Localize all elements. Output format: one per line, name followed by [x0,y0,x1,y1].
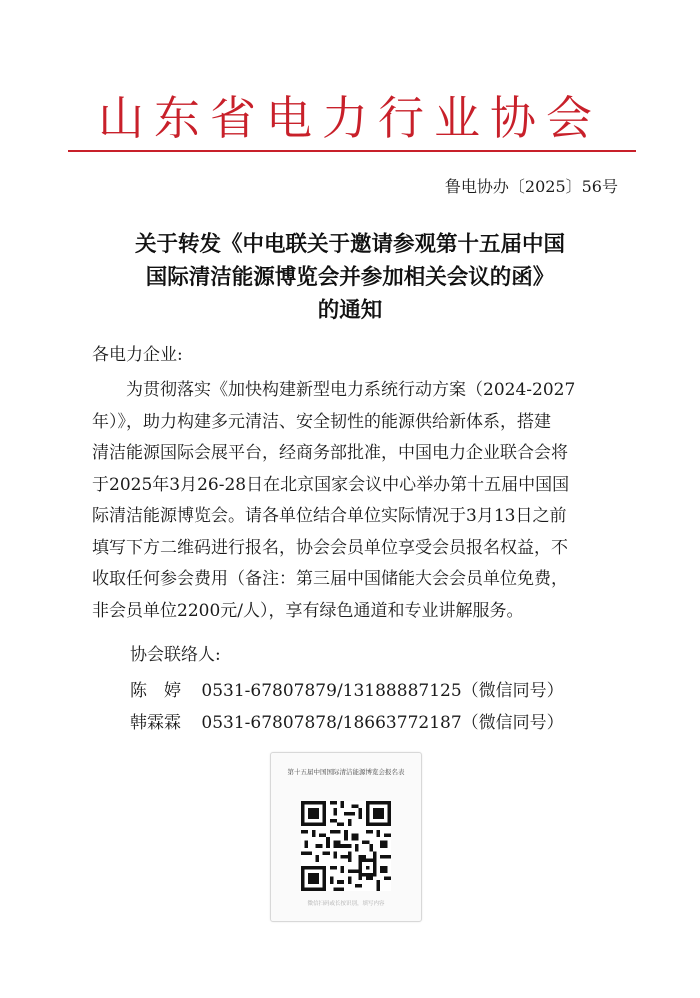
qr-caption: 第十五届中国国际清洁能源博览会报名表 [287,768,405,776]
body-line: 收取任何参会费用（备注：第三届中国储能大会会员单位免费， [92,569,568,589]
contact-name: 陈 婷 [130,681,181,701]
contact-info: 0531-67807878/18663772187（微信同号） [201,713,564,733]
qr-footer: 微信扫码或长按识别，填写内容 [307,901,385,907]
body-line: 为贯彻落实《加快构建新型电力系统行动方案（2024-2027 [92,380,576,400]
contact-row [130,676,564,701]
document-title [70,228,630,327]
body-line: 非会员单位2200元/人），享有绿色通道和专业讲解服务。 [92,600,524,621]
body-line: 填写下方二维码进行报名，协会会员单位享受会员报名权益，不 [92,537,568,558]
document-number: 鲁电协办〔2025〕56号 [444,177,618,196]
title-line: 国际清洁能源博览会并参加相关会议的函》 [145,265,555,290]
qr-code-icon[interactable] [301,801,391,891]
contact-row [130,708,564,733]
body-line: 际清洁能源博览会。请各单位结合单位实际情况于3月13日之前 [92,506,567,526]
letterhead-divider [68,150,636,152]
contact-info: 0531-67807879/13188887125（微信同号） [201,681,564,701]
body-line: 于2025年3月26-28日在北京国家会议中心举办第十五届中国国 [92,474,570,495]
title-line: 的通知 [317,298,383,323]
contacts-heading: 协会联络人: [130,645,221,665]
body-line: 清洁能源国际会展平台，经商务部批准，中国电力企业联合会将 [92,443,568,463]
body-line: 年）》，助力构建多元清洁、安全韧性的能源供给新体系，搭建 [92,411,551,432]
registration-qr-card[interactable] [270,752,422,922]
body-paragraph [92,375,612,627]
salutation: 各电力企业: [92,345,183,365]
organization-letterhead: 山东省电力行业协会 [98,91,602,145]
contact-name: 韩霖霖 [130,713,181,733]
title-line: 关于转发《中电联关于邀请参观第十五届中国 [134,232,565,257]
